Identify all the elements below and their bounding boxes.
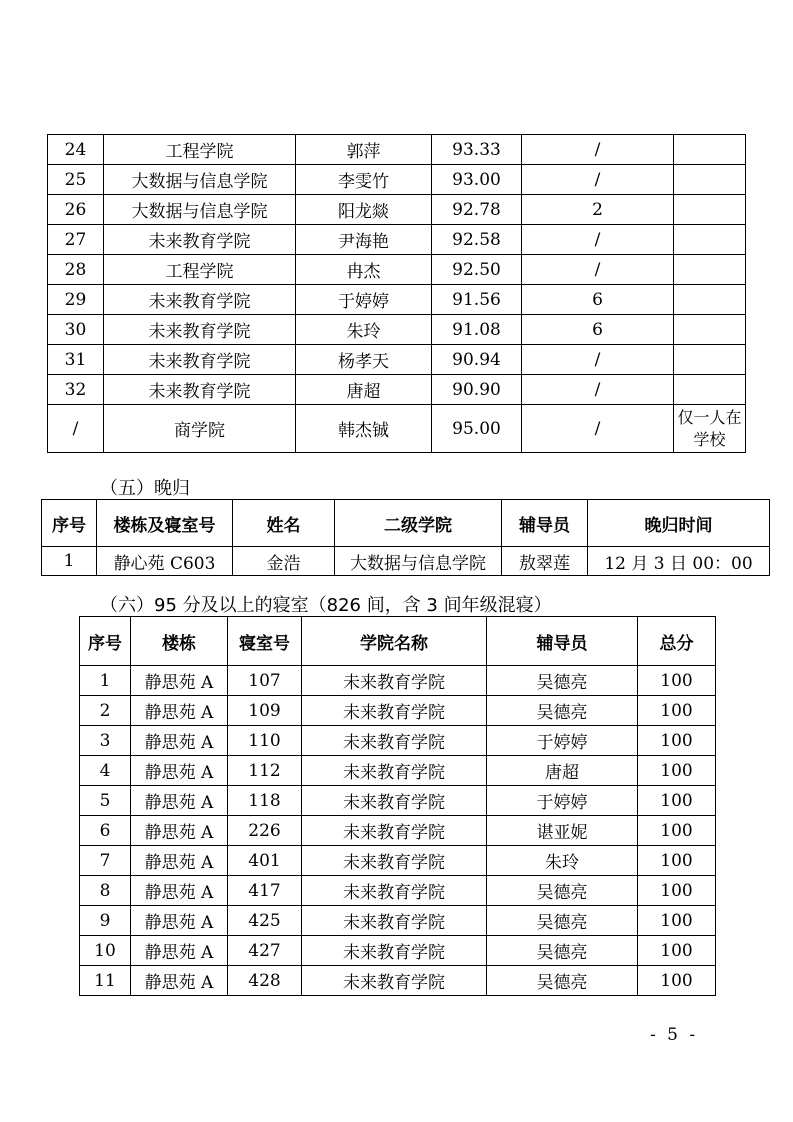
table-row: 6 静思苑 A 226 未来教育学院 谌亚妮 100 [80,816,716,846]
late-return-table [41,499,770,576]
table-row: 31 未来教育学院 杨孝天 90.94 / [48,345,746,375]
table-row: 3 静思苑 A 110 未来教育学院 于婷婷 100 [80,726,716,756]
section-heading-high-score-dorms: （六）95 分及以上的寝室（826 间，含 3 间年级混寝） [100,595,552,616]
high-score-dorm-table [79,616,716,996]
table-row: 30 未来教育学院 朱玲 91.08 6 [48,315,746,345]
table-row: 8 静思苑 A 417 未来教育学院 吴德亮 100 [80,876,716,906]
table-row: 1 静心苑 C603 金浩 大数据与信息学院 敖翠莲 12 月 3 日 00：00 [42,547,770,576]
table-header-row: 序号 楼栋 寝室号 学院名称 辅导员 总分 [80,617,716,666]
table-row: 5 静思苑 A 118 未来教育学院 于婷婷 100 [80,786,716,816]
table-row: / 商学院 韩杰铖 95.00 / 仅一人在学校 [48,405,746,453]
table-row: 27 未来教育学院 尹海艳 92.58 / [48,225,746,255]
table-row: 11 静思苑 A 428 未来教育学院 吴德亮 100 [80,966,716,996]
table-row: 29 未来教育学院 于婷婷 91.56 6 [48,285,746,315]
remark-cell: 仅一人在学校 [674,405,746,453]
table-row: 26 大数据与信息学院 阳龙燚 92.78 2 [48,195,746,225]
table-row: 4 静思苑 A 112 未来教育学院 唐超 100 [80,756,716,786]
ranking-table [47,134,746,453]
table-row: 24 工程学院 郭萍 93.33 / [48,135,746,165]
table-row: 10 静思苑 A 427 未来教育学院 吴德亮 100 [80,936,716,966]
table-header-row: 序号 楼栋及寝室号 姓名 二级学院 辅导员 晚归时间 [42,500,770,547]
table-row: 32 未来教育学院 唐超 90.90 / [48,375,746,405]
table-row: 7 静思苑 A 401 未来教育学院 朱玲 100 [80,846,716,876]
table-row: 25 大数据与信息学院 李雯竹 93.00 / [48,165,746,195]
table-row: 28 工程学院 冉杰 92.50 / [48,255,746,285]
section-heading-late-return: （五）晚归 [100,478,190,499]
page-number: - 5 - [650,1025,699,1045]
table-row: 9 静思苑 A 425 未来教育学院 吴德亮 100 [80,906,716,936]
table-row: 1 静思苑 A 107 未来教育学院 吴德亮 100 [80,666,716,696]
table-row: 2 静思苑 A 109 未来教育学院 吴德亮 100 [80,696,716,726]
